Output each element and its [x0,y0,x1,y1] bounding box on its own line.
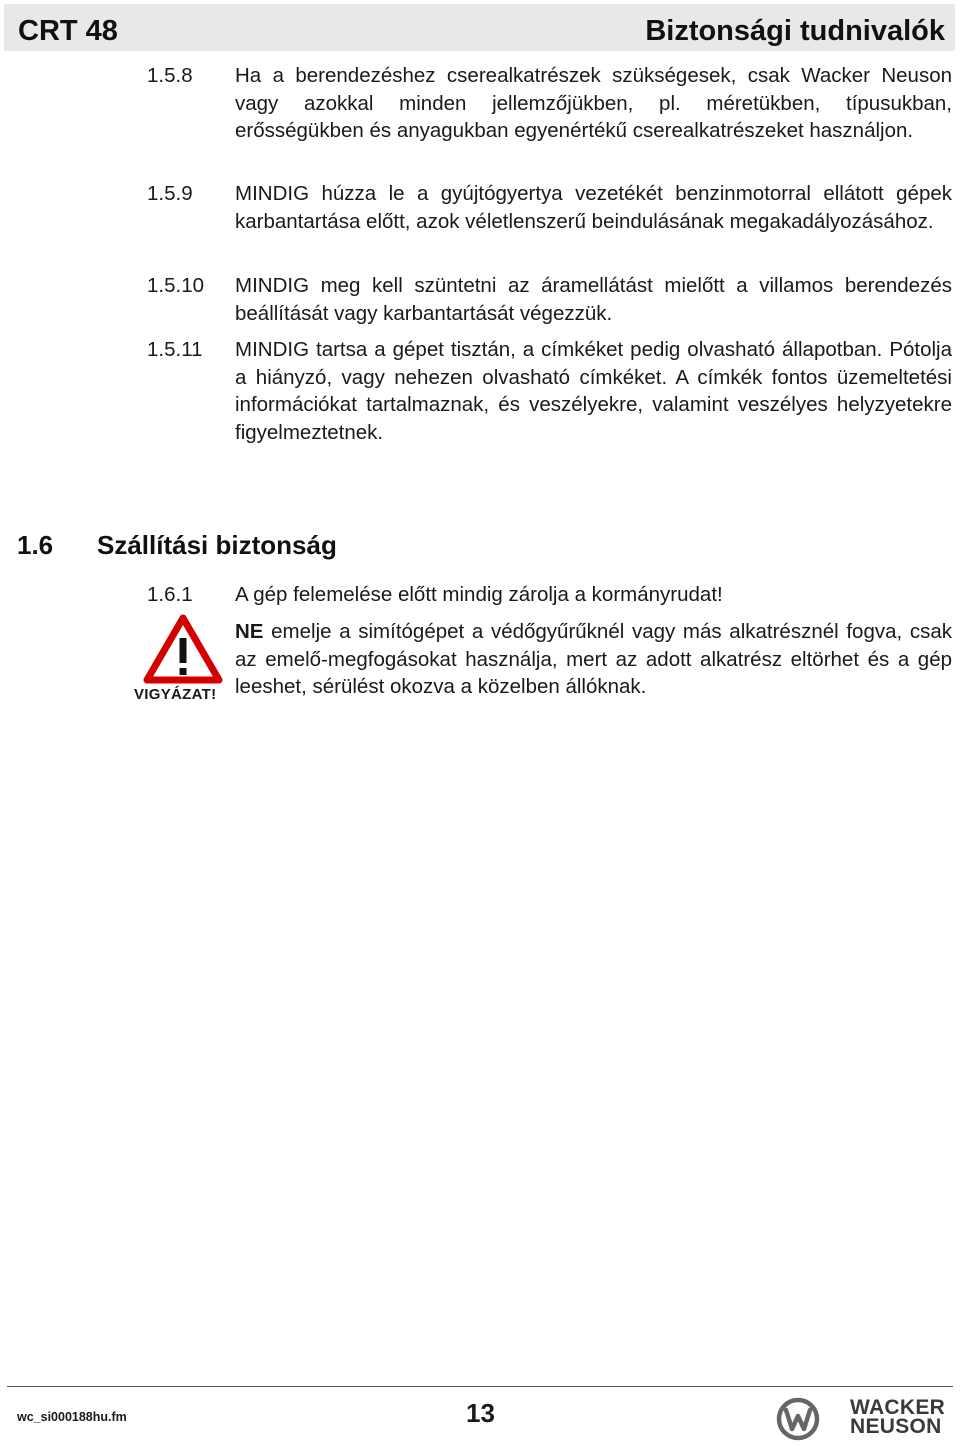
item-number: 1.5.10 [147,274,204,297]
section-heading [17,530,337,561]
page-number: 13 [466,1398,495,1428]
item-number: 1.5.11 [147,338,203,361]
item-text: MINDIG tartsa a gépet tisztán, a címkéket pedig olvasható állapotban. Pótolja a hiányzó, vagy nehezen olvasható címkéket. A címkék fontos üzemeltetési információkat tartalmaznak, és veszélyekre, valamint veszélyes helyzyetekre figyelmeztetnek. [235,338,952,444]
item-number: 1.5.8 [147,64,193,87]
list-item [147,62,952,145]
warning-body: emelje a simítógépet a védőgyűrűknél vagy más alkatrésznél fogva, csak az emelő-megfogásokat használja, mert az adott alkatrész eltörhet és a gép leeshet, sérülést okozva a közelben állóknak. [235,620,952,698]
section-number: 1.6 [17,530,54,560]
item-text: Ha a berendezéshez cserealkatrészek szükségesek, csak Wacker Neuson vagy azokkal minden jellemzőjükben, pl. méretükben, típusukban, erősségükben és anyagukban egyenértékű cserealkatrészeket használjon. [235,64,952,142]
footer-filename: wc_si000188hu.fm [17,1410,127,1424]
item-text: MINDIG meg kell szüntetni az áramellátást mielőtt a villamos berendezés beállítását vagy karbantartását végezzük. [235,274,952,325]
list-item [147,336,952,446]
wacker-neuson-logo-icon [776,1397,820,1446]
list-item [147,581,952,609]
warning-block [147,618,952,701]
item-text: MINDIG húzza le a gyújtógyertya vezetékét benzinmotorral ellátott gépek karbantartása előtt, azok véletlenszerű beindulásának megakadályozásához. [235,182,952,233]
manual-model-title: CRT 48 [18,15,118,47]
footer-divider [7,1386,953,1387]
chapter-title: Biztonsági tudnivalók [645,15,945,47]
item-number: 1.6.1 [147,583,193,606]
brand-line-1: WACKER [850,1396,946,1419]
list-item [147,272,952,327]
warning-emphasis: NE [235,620,264,643]
item-number: 1.5.9 [147,182,193,205]
warning-text [235,618,952,701]
section-title-text: Szállítási biztonság [97,530,337,560]
list-item [147,180,952,235]
warning-label: VIGYÁZAT! [134,686,217,703]
item-text: A gép felemelése előtt mindig zárolja a kormányrudat! [235,583,723,606]
brand-line-2: NEUSON [850,1415,942,1438]
page-header [4,4,955,51]
brand-wordmark [850,1398,945,1436]
